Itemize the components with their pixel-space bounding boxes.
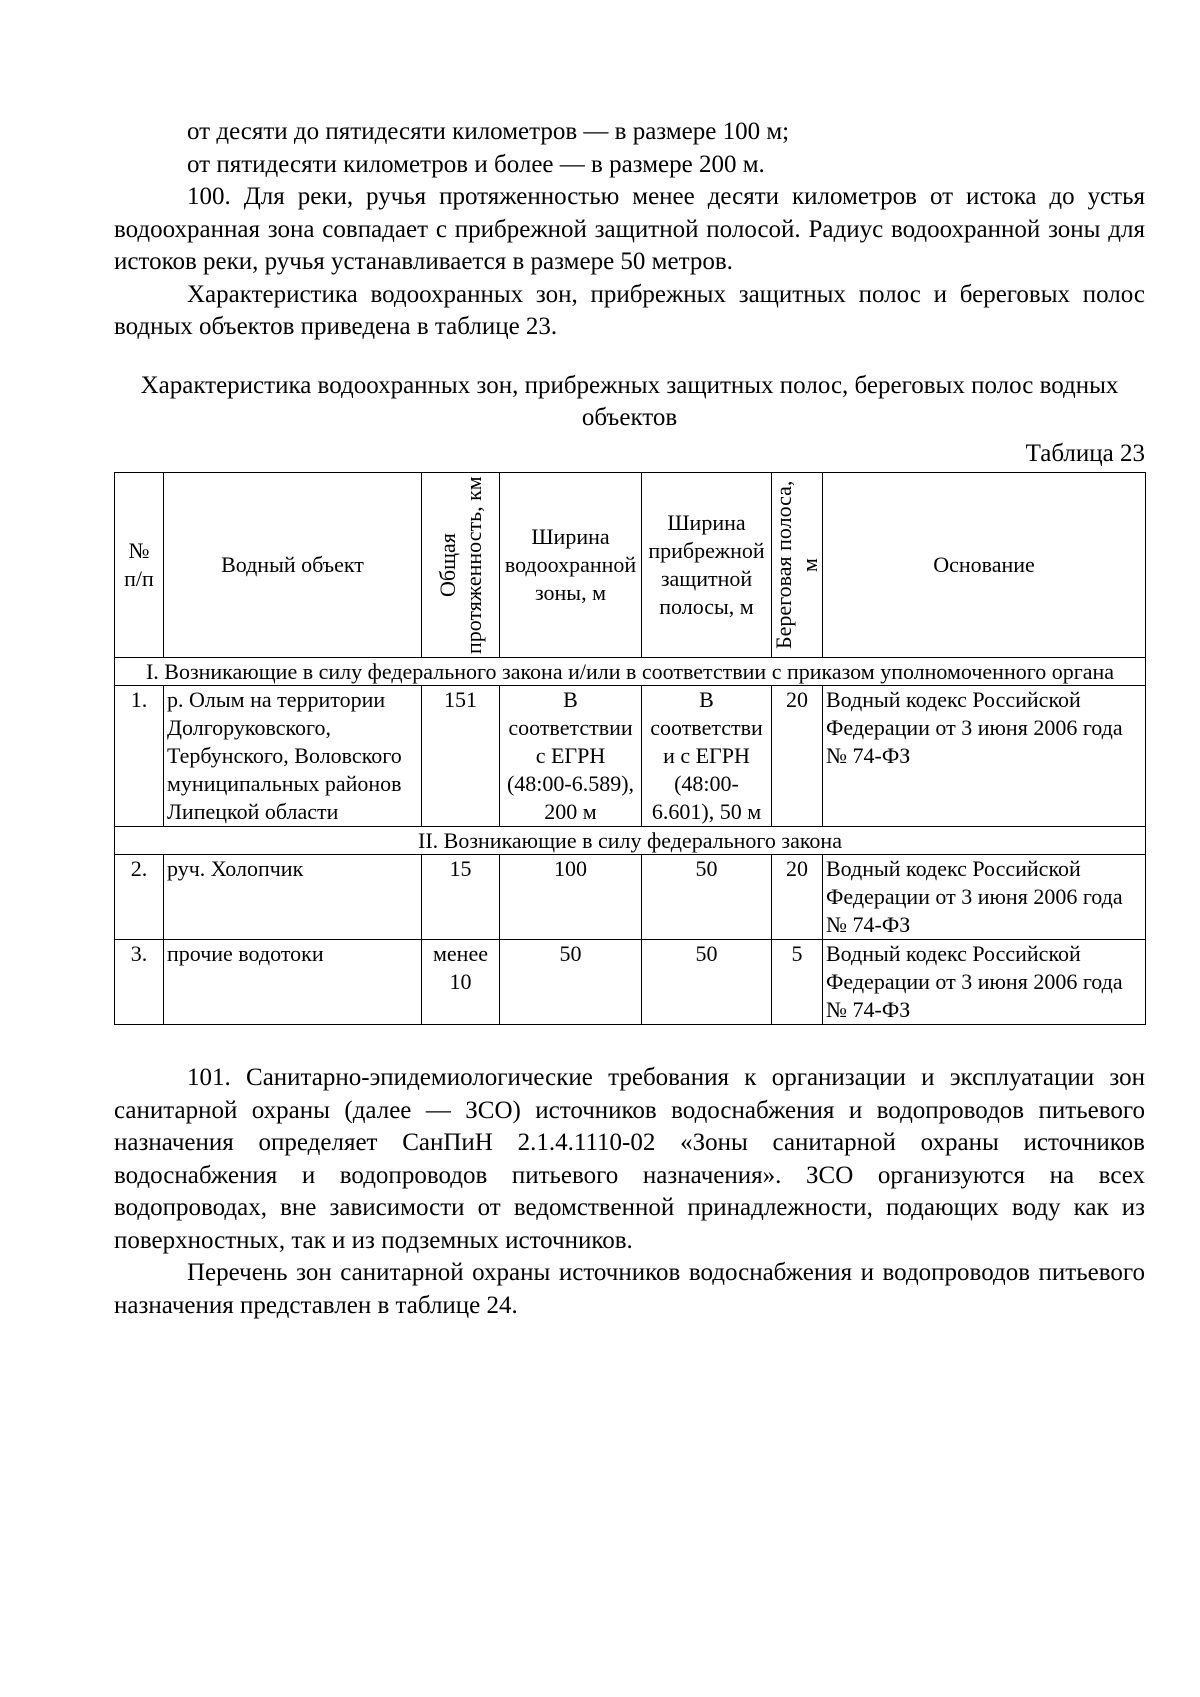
header-length — [422, 473, 500, 658]
row-coastal-protection-strip: 50 — [642, 940, 772, 1025]
header-length-text: Общая протяженность, км — [434, 476, 486, 654]
row-length: 151 — [422, 686, 500, 827]
section-title-2: II. Возникающие в силу федерального закона — [115, 827, 1146, 855]
table-row — [115, 940, 1146, 1025]
row-length: менее 10 — [422, 940, 500, 1025]
section-title-1: I. Возникающие в силу федерального закона и/или в соответствии с приказом уполномоченного органа — [115, 658, 1146, 686]
row-coastal-protection-strip: 50 — [642, 855, 772, 940]
paragraph-list-reference: Перечень зон санитарной охраны источников водоснабжения и водопроводов питьевого назначения представлен в таблице 24. — [114, 1259, 1145, 1319]
water-objects-table — [114, 472, 1146, 1025]
row-water-protection-zone: В соответствии с ЕГРН (48:00-6.589), 200 м — [500, 686, 642, 827]
table-row — [115, 855, 1146, 940]
header-coastal-protection-strip: Ширина прибрежной защитной полосы, м — [642, 473, 772, 658]
row-basis: Водный кодекс Российской Федерации от 3 июня 2006 года № 74-ФЗ — [823, 855, 1146, 940]
row-coastal-protection-strip: В соответстви и с ЕГРН (48:00-6.601), 50 м — [642, 686, 772, 827]
row-basis: Водный кодекс Российской Федерации от 3 июня 2006 года № 74-ФЗ — [823, 940, 1146, 1025]
row-shore-strip: 20 — [772, 855, 823, 940]
table-row — [115, 686, 1146, 827]
row-water-protection-zone: 50 — [500, 940, 642, 1025]
table-header-row — [115, 473, 1146, 658]
table-number-label: Таблица 23 — [1025, 439, 1145, 467]
intro-line-2: от пятидесяти километров и более — в размере 200 м. — [187, 150, 765, 178]
row-object: руч. Холопчик — [164, 855, 422, 940]
row-number: 2. — [115, 855, 164, 940]
row-shore-strip: 5 — [772, 940, 823, 1025]
header-shore-strip — [772, 473, 823, 658]
row-water-protection-zone: 100 — [500, 855, 642, 940]
row-length: 15 — [422, 855, 500, 940]
row-shore-strip: 20 — [772, 686, 823, 827]
table-caption: Характеристика водоохранных зон, прибрежных защитных полос, береговых полос водных объектов — [140, 371, 1119, 431]
section-row-2 — [115, 827, 1146, 855]
paragraph-101: 101. Санитарно-эпидемиологические требования к организации и эксплуатации зон санитарной охраны (далее — ЗСО) источников водоснабжения и водопроводов питьевого назначения определяет СанПиН 2.1.4.1110-02 «Зоны санитарной охраны источников водоснабжения и водопроводов питьевого назначения». ЗСО организуются на всех водопроводах, вне зависимости от ведомственной принадлежности, подающих воду как из поверхностных, так и из подземных источников. — [114, 1064, 1145, 1254]
paragraph-100: 100. Для реки, ручья протяженностью менее десяти километров от истока до устья водоохранная зона совпадает с прибрежной защитной полосой. Радиус водоохранной зоны для истоков реки, ручья устанавливается в размере 50 метров. — [114, 183, 1145, 275]
header-basis: Основание — [823, 473, 1146, 658]
row-object: р. Олым на территории Долгоруковского, Тербунского, Воловского муниципальных районов Липецкой области — [164, 686, 422, 827]
header-water-protection-zone: Ширина водоохранной зоны, м — [500, 473, 642, 658]
header-number: № п/п — [115, 473, 164, 658]
row-basis: Водный кодекс Российской Федерации от 3 июня 2006 года № 74-ФЗ — [823, 686, 1146, 827]
section-row-1 — [115, 658, 1146, 686]
row-object: прочие водотоки — [164, 940, 422, 1025]
page-content — [114, 116, 1145, 1322]
row-number: 1. — [115, 686, 164, 827]
paragraph-table-reference: Характеристика водоохранных зон, прибрежных защитных полос и береговых полос водных объектов приведена в таблице 23. — [114, 280, 1145, 340]
intro-line-1: от десяти до пятидесяти километров — в размере 100 м; — [187, 118, 790, 145]
header-water-object: Водный объект — [164, 473, 422, 658]
header-shore-strip-text: Береговая полоса, м — [771, 480, 822, 650]
row-number: 3. — [115, 940, 164, 1025]
